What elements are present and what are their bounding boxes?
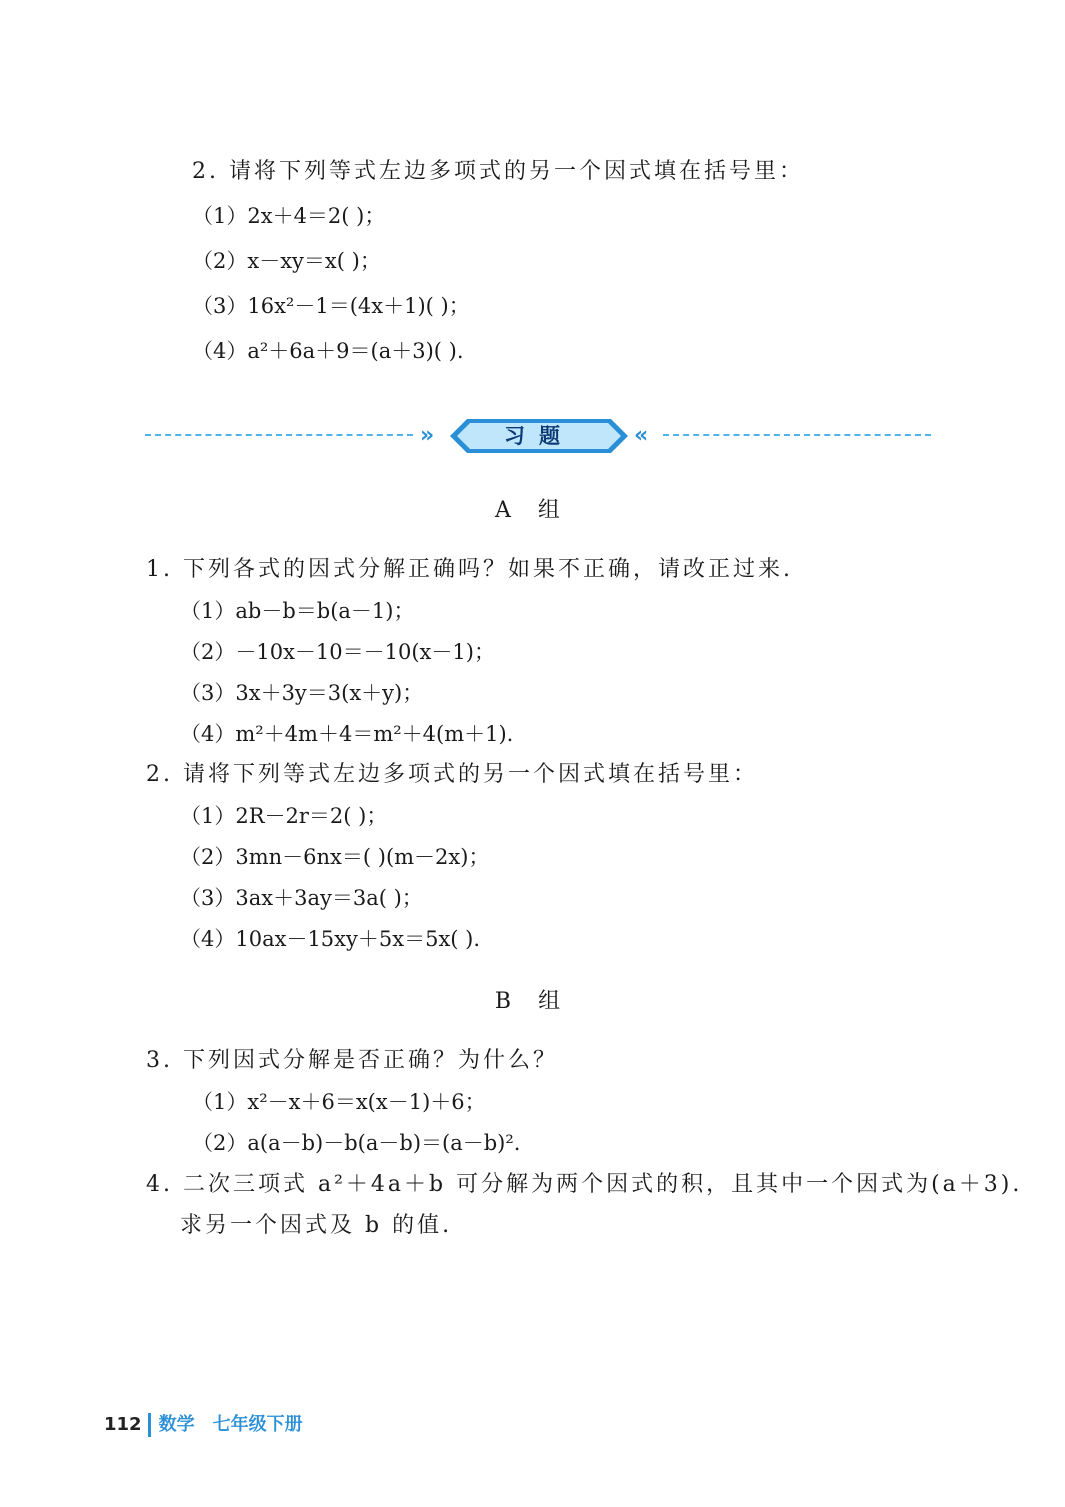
book-title: 数学 七年级下册 <box>158 1414 303 1435</box>
group-b-title: B 组 <box>494 989 571 1014</box>
group-a-q1-item-3: （3）3x＋3y＝3(x＋y)； <box>180 681 424 705</box>
group-a-title: A 组 <box>495 498 570 523</box>
group-b-q3-item-1: （1）x²－x＋6＝x(x－1)＋6； <box>192 1090 486 1114</box>
group-a-question-1-title: 1. 下列各式的因式分解正确吗？如果不正确，请改正过来. <box>146 557 793 582</box>
group-a-q1-item-4: （4）m²＋4m＋4＝m²＋4(m＋1). <box>180 722 514 746</box>
group-a-q2-item-4: （4）10ax－15xy＋5x＝5x( ). <box>180 927 481 951</box>
top-q2-item-4: （4）a²＋6a＋9＝(a＋3)( ). <box>192 339 464 363</box>
top-question-2-title: 2. 请将下列等式左边多项式的另一个因式填在括号里： <box>192 159 804 184</box>
group-a-q1-item-2: （2）－10x－10＝－10(x－1)； <box>180 640 495 664</box>
page-footer <box>104 1410 303 1437</box>
group-a-q2-item-2: （2）3mn－6nx＝( )(m－2x)； <box>180 845 490 869</box>
group-a-q2-item-1: （1）2R－2r＝2( )； <box>180 804 388 828</box>
page-number: 112 <box>104 1414 142 1435</box>
group-a-q2-item-3: （3）3ax＋3ay＝3a( )； <box>180 886 423 910</box>
exercise-banner <box>449 418 629 454</box>
chevron-right-icon: » <box>420 423 435 448</box>
group-b-question-3-title: 3. 下列因式分解是否正确？为什么？ <box>146 1048 558 1073</box>
group-b-question-4-line-2: 求另一个因式及 b 的值. <box>180 1213 453 1238</box>
group-a-q1-item-1: （1）ab－b＝b(a－1)； <box>180 599 415 623</box>
group-a-question-2-title: 2. 请将下列等式左边多项式的另一个因式填在括号里： <box>146 762 758 787</box>
top-q2-item-3: （3）16x²－1＝(4x＋1)( )； <box>192 294 470 318</box>
footer-divider <box>148 1413 151 1437</box>
banner-label: 习题 <box>504 424 574 448</box>
group-b-q3-item-2: （2）a(a－b)－b(a－b)＝(a－b)². <box>192 1131 521 1155</box>
divider-right <box>663 434 931 436</box>
top-q2-item-1: （1）2x＋4＝2( )； <box>192 204 386 228</box>
top-q2-item-2: （2）x－xy＝x( )； <box>192 249 381 273</box>
chevron-left-icon: « <box>634 423 649 448</box>
group-b-question-4-line-1: 4. 二次三项式 a²＋4a＋b 可分解为两个因式的积，且其中一个因式为(a＋3). <box>146 1172 1023 1197</box>
divider-left <box>145 434 413 436</box>
